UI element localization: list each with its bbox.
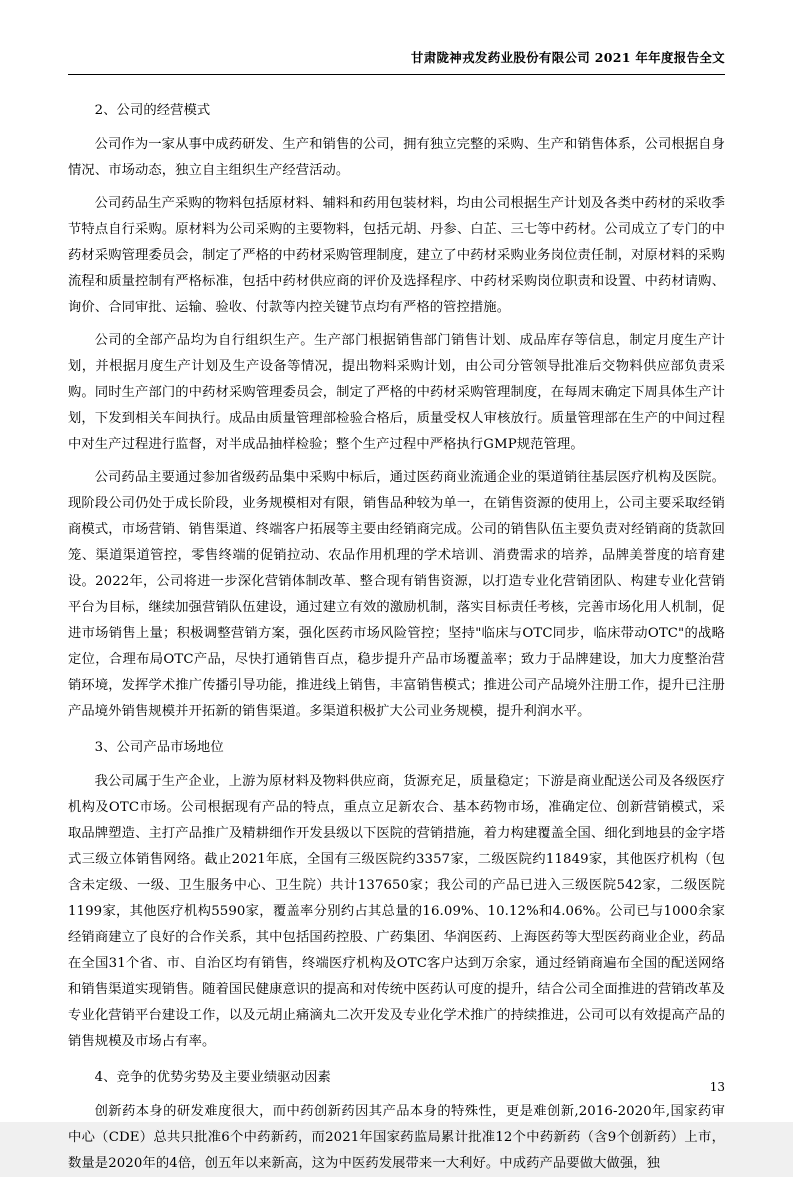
body-paragraph: 公司的全部产品均为自行组织生产。生产部门根据销售部门销售计划、成品库存等信息，制定月度生产计划，并根据月度生产计划及生产设备等情况，提出物料采购计划，由公司分管领导批准后交物料供应部负责采购。同时生产部门的中药材采购管理委员会，制定了严格的中药材采购管理制度，在每周末确定下周具体生产计划，下发到相关车间执行。成品由质量管理部检验合格后，质量受权人审核放行。质量管理部在生产的中间过程中对生产过程进行监督，对半成品抽样检验；整个生产过程中严格执行GMP规范管理。 bbox=[68, 333, 725, 452]
header-divider bbox=[68, 74, 725, 75]
page-content bbox=[68, 88, 725, 1171]
body-paragraph: 公司药品生产采购的物料包括原材料、辅料和药用包装材料，均由公司根据生产计划及各类中药材的采收季节特点自行采购。原材料为公司采购的主要物料，包括元胡、丹参、白芷、三七等中药材。公司成立了专门的中药材采购管理委员会，制定了严格的中药材采购管理制度，建立了中药材采购业务岗位责任制，对原材料的采购流程和质量控制有严格标准，包括中药材供应商的评价及选择程序、中药材采购岗位职责和设置、中药材请购、询价、合同审批、运输、验收、付款等内控关键节点均有严格的管控措施。 bbox=[68, 196, 725, 315]
section-heading: 4、竞争的优势劣势及主要业绩驱动因素 bbox=[94, 1070, 331, 1085]
body-paragraph: 公司作为一家从事中成药研发、生产和销售的公司，拥有独立完整的采购、生产和销售体系，公司根据自身情况、市场动态，独立自主组织生产经营活动。 bbox=[68, 137, 725, 178]
body-paragraph: 公司药品主要通过参加省级药品集中采购中标后，通过医药商业流通企业的渠道销往基层医疗机构及医院。现阶段公司仍处于成长阶段，业务规模相对有限，销售品种较为单一，在销售资源的使用上，公司主要采取经销商模式，市场营销、销售渠道、终端客户拓展等主要由经销商完成。公司的销售队伍主要负责对经销商的货款回笼、渠道渠道管控，零售终端的促销拉动、农品作用机理的学术培训、消费需求的培养，品牌美誉度的培育建设。2022年，公司将进一步深化营销体制改革、整合现有销售资源，以打造专业化营销团队、构建专业化营销平台为目标，继续加强营销队伍建设，通过建立有效的激励机制，落实目标责任考核，完善市场化用人机制，促进市场销售上量；积极调整营销方案，强化医药市场风险管控；坚持"临床与OTC同步，临床带动OTC"的战略定位，合理布局OTC产品，尽快打通销售百点，稳步提升产品市场覆盖率；致力于品牌建设，加大力度整治营销环境，发挥学术推广传播引导功能，推进线上销售，丰富销售模式；推进公司产品境外注册工作，提升已注册产品境外销售规模并开拓新的销售渠道。多渠道积极扩大公司业务规模，提升利润水平。 bbox=[68, 470, 725, 719]
page-number: 13 bbox=[709, 1080, 725, 1094]
section-heading: 2、公司的经营模式 bbox=[94, 103, 211, 118]
section-heading: 3、公司产品市场地位 bbox=[94, 740, 224, 755]
body-paragraph: 创新药本身的研发难度很大，而中药创新药因其产品本身的特殊性，更是难创新,2016-2020年,国家药审中心（CDE）总共只批准6个中药新药，而2021年国家药监局累计批准12个中药新药（含9个创新药）上市，数量是2020年的4倍，创五年以来新高，这为中医药发展带来一大利好。中成药产品要做大做强，独 bbox=[68, 1104, 725, 1171]
page-header: 甘肃陇神戎发药业股份有限公司 2021 年年度报告全文 bbox=[410, 50, 725, 65]
body-paragraph: 我公司属于生产企业，上游为原材料及物料供应商，货源充足，质量稳定；下游是商业配送公司及各级医疗机构及OTC市场。公司根据现有产品的特点，重点立足新农合、基本药物市场，准确定位、创新营销模式，采取品牌塑造、主打产品推广及精耕细作开发县级以下医院的营销措施，着力构建覆盖全国、细化到地县的金字塔式三级立体销售网络。截止2021年底，全国有三级医院约3357家，二级医院约11849家，其他医疗机构（包含未定级、一级、卫生服务中心、卫生院）共计137650家；我公司的产品已进入三级医院542家，二级医院1199家，其他医疗机构5590家，覆盖率分别约占其总量的16.09%、10.12%和4.06%。公司已与1000余家经销商建立了良好的合作关系，其中包括国药控股、广药集团、华润医药、上海医药等大型医药商业企业，药品在全国31个省、市、自治区均有销售，终端医疗机构及OTC客户达到万余家，通过经销商遍布全国的配送网络和销售渠道实现销售。随着国民健康意识的提高和对传统中医药认可度的提升，结合公司全面推进的营销改革及专业化营销平台建设工作，以及元胡止痛滴丸二次开发及专业化学术推广的持续推进，公司可以有效提高产品的销售规模及市场占有率。 bbox=[68, 774, 725, 1049]
